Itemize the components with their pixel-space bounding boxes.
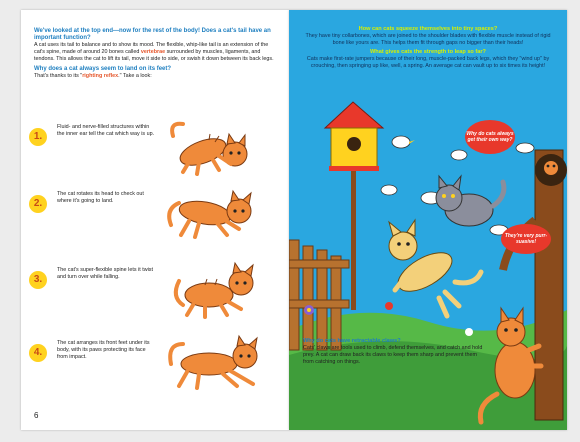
garden-scene-illustration — [289, 10, 567, 430]
step-4 — [29, 334, 287, 394]
step-2 — [29, 185, 287, 245]
grey-cat — [436, 176, 504, 226]
land-answer — [34, 73, 279, 80]
page-number: 6 — [34, 411, 39, 420]
joke-bubble-answer: They're very purr-suasive! — [501, 224, 551, 254]
step-number-1: 1. — [29, 128, 47, 146]
leap-question: What gives cats the strength to leap so far? — [370, 49, 486, 55]
tail-answer-part2: surrounded by muscles, ligaments, and tendons. This allows the cat to lift its tail, move it side to side, or swish it down between its back legs. — [34, 49, 274, 62]
land-answer-part1: That's thanks to its " — [34, 73, 83, 79]
falling-cat-illustration-2 — [165, 185, 275, 245]
land-answer-part2: ." Take a look: — [118, 73, 152, 79]
claws-question: Why do cats have retractable claws? — [303, 338, 401, 344]
step-1 — [29, 118, 287, 178]
left-page — [21, 10, 289, 430]
step-text-4: The cat arranges its front feet under its body, with its paws protecting its face from impact. — [57, 340, 150, 360]
leap-answer: Cats make first-rate jumpers because of their long, muscle-packed back legs, which they "wind up" by crouching, then springing up like, well, a spring. An average cat can vault up to six times its height! — [306, 56, 550, 69]
righting-reflex-term: righting reflex — [82, 73, 119, 79]
joke-bubble-question: Why do cats always get their own way? — [465, 120, 515, 154]
step-number-2: 2. — [29, 195, 47, 213]
squeeze-section — [303, 26, 553, 70]
tail-answer-part1: A cat uses its tail to balance and to show its mood. The flexible, whip-like tail is an extension of the cat's spine, made of around 20 bones called — [34, 42, 269, 55]
tail-question: We've looked at the top end—now for the rest of the body! Does a cat's tail have an important function? — [34, 28, 271, 41]
step-number-4: 4. — [29, 344, 47, 362]
vertebrae-term: vertebrae — [140, 49, 166, 55]
squeeze-answer: They have tiny collarbones, which are joined to the shoulder blades with flexible muscle instead of rigid bone like yours are. This helps them fit through gaps no bigger than their heads! — [305, 33, 551, 46]
step-text-3: The cat's super-flexible spine lets it twist and turn over while falling. — [57, 267, 154, 280]
tail-answer — [34, 42, 279, 63]
step-3 — [29, 261, 287, 321]
right-page — [289, 10, 567, 430]
step-text-2: The cat rotates its head to check out where it's going to land. — [57, 191, 144, 204]
land-question: Why does a cat always seem to land on its feet? — [34, 66, 172, 72]
intro-section — [34, 28, 279, 80]
claws-section — [303, 338, 489, 366]
claws-answer: Cats' claws are tools used to climb, defend themselves, and catch and hold prey. A cat can draw back its claws to keep them sharp and prevent them from catching on things. — [303, 345, 483, 365]
falling-cat-illustration-1 — [165, 118, 275, 178]
step-number-3: 3. — [29, 271, 47, 289]
jumping-yellow-cat — [389, 220, 481, 316]
falling-cat-illustration-3 — [165, 261, 275, 321]
squeeze-question: How can cats squeeze themselves into tiny spaces? — [358, 26, 498, 32]
landing-cat-illustration-4 — [165, 334, 275, 394]
step-text-1: Fluid- and nerve-filled structures within the inner ear tell the cat which way is up. — [57, 124, 155, 137]
